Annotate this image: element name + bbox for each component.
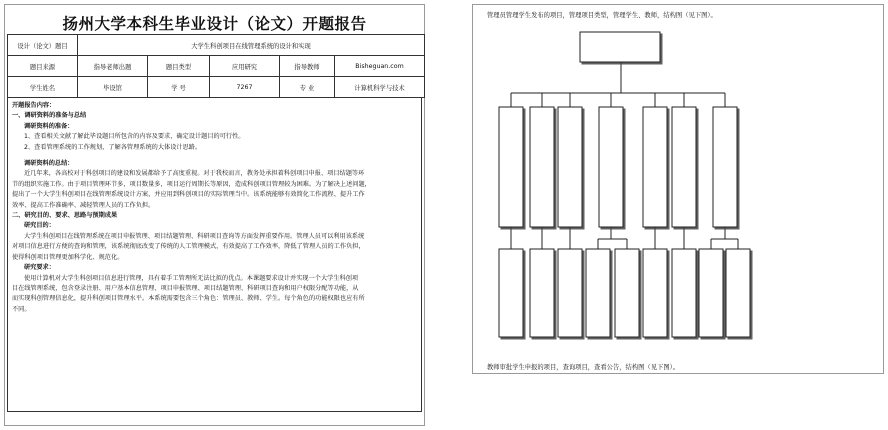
info-table bbox=[7, 34, 425, 98]
info-cell: 题目类型 bbox=[148, 56, 210, 77]
admin-structure-diagram bbox=[473, 5, 883, 373]
info-cell: 指导老师出题 bbox=[78, 56, 148, 77]
paragraph-line: 使用计算机对大学生科创项目信息进行管理，具有着手工管理所无法比拟的优点。本课题要求设计并实现一个大学生科创项 bbox=[24, 274, 359, 282]
section-title: 一、调研资料的准备与总结 bbox=[12, 112, 87, 120]
info-cell: Bisheguan.com bbox=[335, 56, 425, 77]
leaf-node bbox=[643, 249, 667, 337]
paragraph-line: 大学生科创项目在线管理系统在项目申报管理、项目结题管理、科研项目查询等方面发挥重要作用。管理人员可以利用该系统 bbox=[24, 232, 365, 240]
document-title: 扬州大学本科生毕业设计（论文）开题报告 bbox=[62, 14, 367, 33]
subsection-title: 调研资料的总结： bbox=[24, 160, 74, 168]
info-cell: 专 业 bbox=[280, 77, 335, 98]
report-body bbox=[7, 98, 422, 412]
info-row-student bbox=[8, 77, 425, 98]
leaf-node bbox=[530, 249, 554, 337]
leaf-node bbox=[558, 249, 582, 337]
top-caption: 管理员管理学生发布的项目，管理项目类型，管理学生、教师，结构图（见下图）。 bbox=[487, 12, 717, 19]
thesis-title-value: 大学生科创项目在线管理系统的设计和实现 bbox=[78, 35, 425, 56]
paragraph-line: 2、查看管理系统的工作规划，了解各管理系统的大体设计思路。 bbox=[24, 143, 202, 151]
structure-diagram-page bbox=[472, 4, 884, 374]
thesis-title-label: 设计（论文）题目 bbox=[8, 35, 78, 56]
module-node bbox=[599, 107, 623, 227]
info-row-title bbox=[8, 35, 425, 56]
module-node bbox=[499, 107, 523, 227]
module-node bbox=[558, 107, 582, 227]
leaf-node bbox=[699, 249, 723, 337]
info-cell: 题目来源 bbox=[8, 56, 78, 77]
info-cell: 学 号 bbox=[148, 77, 210, 98]
info-cell: 计算机科学与技术 bbox=[335, 77, 425, 98]
subsection-title: 研究要求： bbox=[24, 264, 55, 272]
paragraph-line: 而实现科创管理信息化，提升科创项目管理水平。本系统需要包含三个角色：管理员、教师、学生。每个角色的功能权限也应有所 bbox=[12, 295, 365, 303]
paragraph-line: 不同。 bbox=[12, 305, 31, 313]
leaf-node bbox=[586, 249, 610, 337]
paragraph-line: 1、查看相关文献了解此毕设题目所包含的内容及要求，确定设计题目的可行性。 bbox=[24, 133, 245, 141]
bottom-caption: 教师审批学生申报的项目，查询项目，查看公告，结构图（见下图）。 bbox=[487, 364, 680, 371]
module-node bbox=[530, 107, 554, 227]
leaf-node bbox=[615, 249, 639, 337]
paragraph-line: 使得科创项目管理更加科学化、规范化。 bbox=[12, 253, 124, 261]
root-node-admin bbox=[580, 32, 660, 62]
info-cell: 学生姓名 bbox=[8, 77, 78, 98]
paragraph-line: 目在线管理系统，包含登录注册、用户基本信息管理、项目申报管理、项目结题管理、科研项目查询和用户权限分配等功能，从 bbox=[12, 284, 359, 292]
info-cell: 7267 bbox=[210, 77, 280, 98]
info-cell: 毕设馆 bbox=[78, 77, 148, 98]
leaf-node bbox=[726, 249, 750, 337]
paragraph-line: 对项目信息进行方便的查询和管理，该系统彻底改变了传统的人工管理模式，有效提高了工作效率，降低了管理人员的工作负担， bbox=[12, 243, 365, 251]
paragraph-line: 效率、提高工作准确率、减轻管理人员的工作负担。 bbox=[12, 201, 155, 209]
section-title: 二、研究目的、要求、思路与预期成果 bbox=[12, 212, 118, 220]
leaf-node bbox=[672, 249, 696, 337]
module-node bbox=[643, 107, 667, 227]
paragraph-line: 近几年来，各高校对于科创项目的建设和发展都给予了高度重视。对于我校而言，教务处承担着科创项目申报、项目结题等环 bbox=[24, 170, 365, 178]
module-node bbox=[713, 107, 737, 227]
subsection-title: 研究目的： bbox=[24, 222, 55, 230]
paragraph-line: 提出了一个大学生科创项目在线管理系统设计方案，并应用到科创项目的实际管理当中。该系统能够有效简化工作流程、提升工作 bbox=[12, 191, 365, 199]
paragraph-line: 节的组织实施工作。由于项目管理环节多，项目数量多，项目运行周期长等原因，造成科创项目管理较为困难。为了解决上述问题， bbox=[12, 180, 371, 188]
leaf-node bbox=[499, 249, 523, 337]
subsection-title: 调研资料的准备： bbox=[24, 122, 74, 130]
info-cell: 应用研究 bbox=[210, 56, 280, 77]
proposal-report-page bbox=[4, 4, 425, 426]
module-node bbox=[672, 107, 696, 227]
report-heading: 开题报告内容： bbox=[12, 102, 56, 109]
info-row-source bbox=[8, 56, 425, 77]
info-cell: 指导教师 bbox=[280, 56, 335, 77]
